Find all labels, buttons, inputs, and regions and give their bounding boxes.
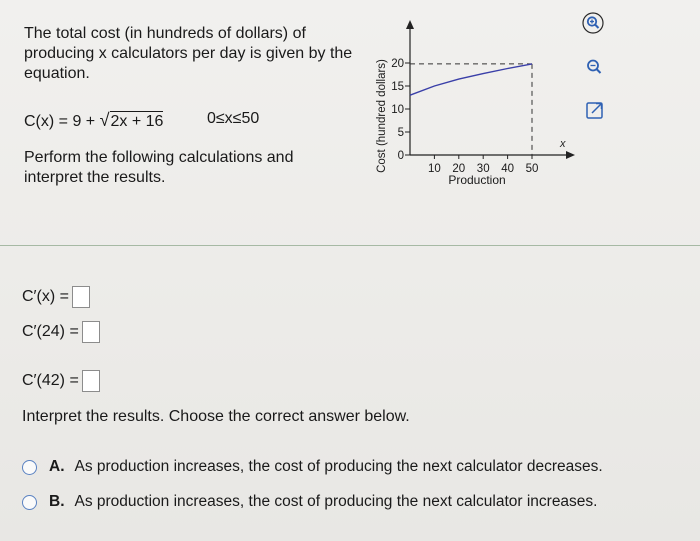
answer-input-derivative[interactable]	[72, 286, 90, 308]
x-tick-label: 30	[476, 163, 490, 175]
cost-curve	[410, 64, 532, 95]
y-tick-label: 5	[397, 127, 404, 139]
y-tick-label: 15	[391, 81, 404, 93]
radio-button[interactable]	[22, 495, 37, 510]
problem-statement: The total cost (in hundreds of dollars) of producing x calculators per day is given by the equation.	[24, 25, 353, 82]
choice-text: As production increases, the cost of producing the next calculator decreases.	[74, 458, 603, 475]
choice-letter: A.	[49, 458, 65, 475]
cost-graph	[370, 14, 580, 194]
answer-input-42[interactable]	[82, 370, 100, 392]
y-axis-label: Cost (hundred dollars)	[376, 59, 388, 173]
x-tick-label: 10	[428, 163, 441, 175]
answer-input-24[interactable]	[82, 321, 100, 343]
sqrt-symbol: √	[99, 110, 110, 130]
x-tick-label: 20	[452, 163, 466, 175]
y-tick-label: 0	[397, 150, 404, 162]
equation-prefix: C(x) = 9 +	[24, 113, 100, 130]
x-tick-label: 50	[525, 163, 539, 175]
y-tick-label: 20	[391, 58, 404, 70]
zoom-out-icon[interactable]	[583, 56, 605, 78]
x-tick-label: 40	[501, 163, 514, 175]
cost-equation	[24, 110, 163, 131]
answer-row-derivative	[22, 286, 90, 308]
answer-row-42	[22, 370, 100, 392]
y-tick-label: 10	[391, 104, 404, 116]
answer-row-24	[22, 321, 100, 343]
choice-b[interactable]	[22, 493, 597, 511]
answer-label: C′(42) =	[22, 372, 79, 389]
popout-icon[interactable]	[584, 99, 606, 121]
zoom-in-icon[interactable]	[582, 12, 604, 34]
instructions: Perform the following calculations and interpret the results.	[24, 149, 294, 186]
choice-a[interactable]	[22, 458, 603, 476]
y-axis-arrow	[406, 20, 414, 29]
answer-label: C′(24) =	[22, 323, 79, 340]
answer-label: C′(x) =	[22, 288, 69, 305]
x-axis-label: Production	[448, 173, 506, 187]
choice-text: As production increases, the cost of producing the next calculator increases.	[74, 493, 598, 510]
section-divider	[0, 245, 700, 246]
radio-button[interactable]	[22, 460, 37, 475]
equation-radicand: 2x + 16	[110, 113, 164, 130]
choice-letter: B.	[49, 493, 65, 510]
x-axis-arrow	[566, 151, 575, 159]
equation-domain: 0≤x≤50	[207, 110, 260, 127]
interpret-prompt: Interpret the results. Choose the correct answer below.	[22, 408, 410, 425]
x-axis-symbol: x	[560, 138, 566, 150]
